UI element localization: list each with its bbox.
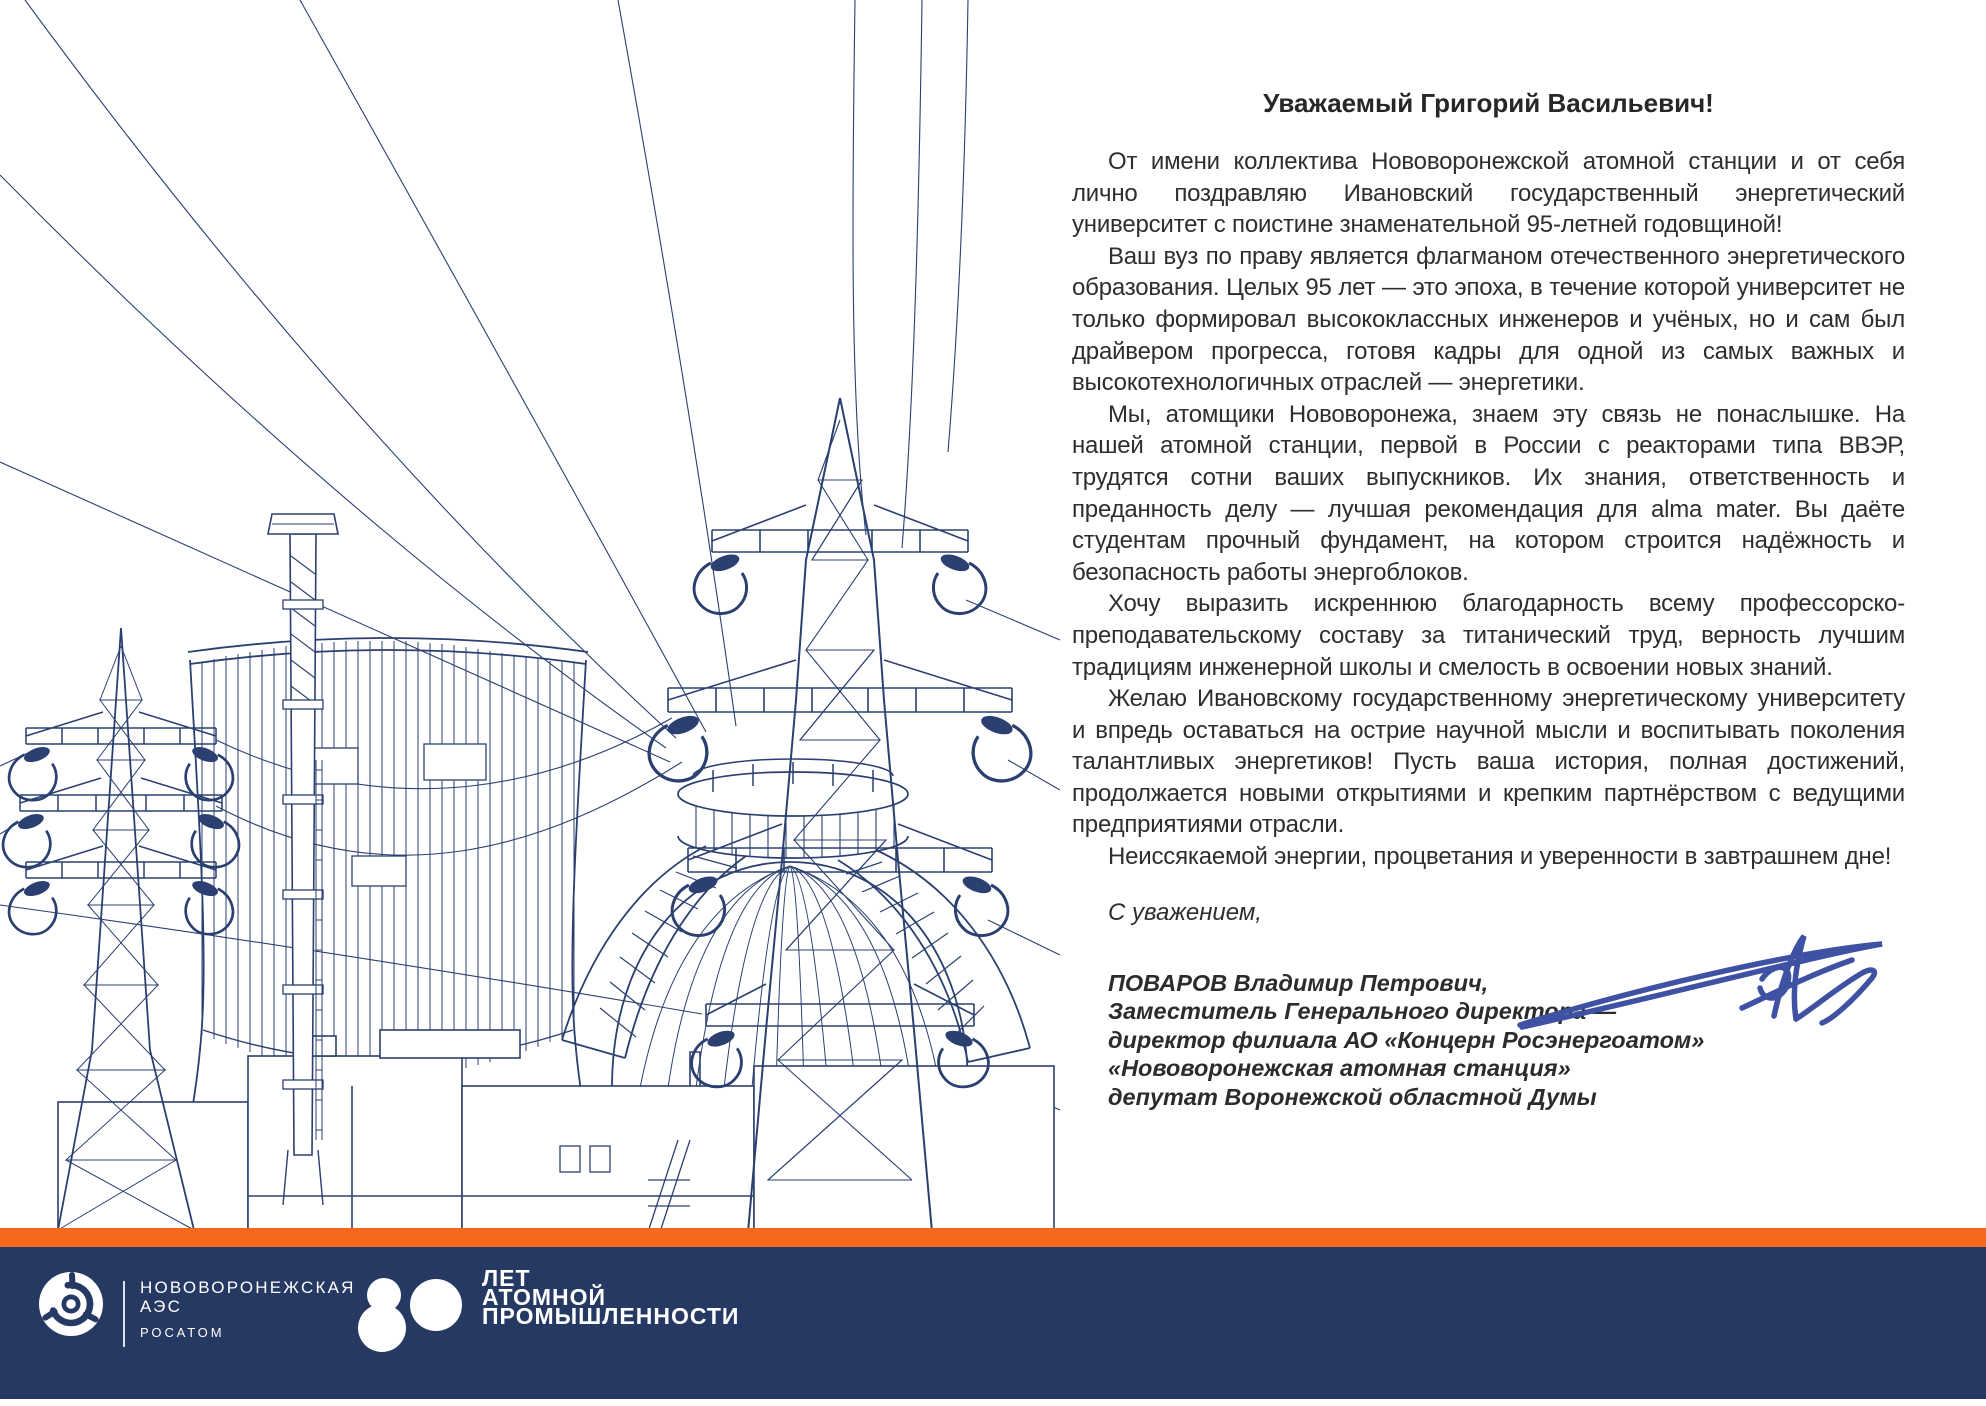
power-plant-illustration xyxy=(0,0,1060,1240)
signer-title-1: Заместитель Генерального директора — xyxy=(1108,998,1617,1025)
paragraph-1: От имени коллектива Нововоронежской атомной станции и от себя лично поздравляю Ивановский государственный энергетический университет с поистине знаменательной 95-летней годовщиной! xyxy=(1072,148,1905,239)
station-name-line2: АЭС xyxy=(140,1296,183,1316)
paragraph-2: Ваш вуз по праву является флагманом отечественного энергетического образования. Целых 95 лет — это эпоха, в течение которой университет не только формировал высококлассных инженеров и учёных, но и сам был драйвером прогресса, готовя кадры для одной из самых важных и высокотехнологичных отраслей — энергетики. xyxy=(1072,242,1905,397)
plant-buildings xyxy=(58,1030,1056,1232)
footer xyxy=(0,1247,1986,1399)
salutation: Уважаемый Григорий Васильевич! xyxy=(1263,88,1714,118)
anniversary-text xyxy=(482,1265,740,1329)
power-lines xyxy=(0,0,1060,1110)
anniversary-80-icon xyxy=(352,1265,472,1365)
footer-divider xyxy=(123,1281,125,1347)
anniversary-line3: ПРОМЫШЛЕННОСТИ xyxy=(482,1302,740,1329)
anniversary-line2: АТОМНОЙ xyxy=(482,1283,607,1310)
paragraph-6: Неиссякаемой энергии, процветания и уверенности в завтрашнем дне! xyxy=(1108,843,1892,871)
rosatom-logo-icon xyxy=(38,1271,104,1337)
closing-salutation: С уважением, xyxy=(1108,898,1262,926)
paragraph-3: Мы, атомщики Нововоронежа, знаем эту связь не понаслышке. На нашей атомной станции, первой в России с реакторами типа ВВЭР, трудятся сотни ваших выпускников. Их знания, ответственность и преданность делу — лучшая рекомендация для alma mater. Вы даёте студентам прочный фундамент, на котором строится надёжность и безопасность работы энергоблоков. xyxy=(1072,400,1905,586)
accent-stripe xyxy=(0,1228,1986,1247)
station-name-line1: НОВОВОРОНЕЖСКАЯ xyxy=(140,1278,356,1297)
signer-title-4: депутат Воронежской областной Думы xyxy=(1108,1084,1597,1111)
handwritten-signature xyxy=(1512,924,1902,1039)
signer-title-2: директор филиала АО «Концерн Росэнергоатом» xyxy=(1108,1026,1705,1053)
paragraph-4: Хочу выразить искреннюю благодарность всему профессорско-преподавательскому составу за титанический труд, верность лучшим традициям инженерной школы и смелость в освоении новых знаний. xyxy=(1072,590,1905,681)
signer-title-3: «Нововоронежская атомная станция» xyxy=(1108,1055,1571,1082)
station-brand: РОСАТОМ xyxy=(140,1325,225,1340)
station-name xyxy=(140,1279,356,1340)
signer-name: ПОВАРОВ Владимир Петрович, xyxy=(1108,969,1489,996)
paragraph-5: Желаю Ивановскому государственному энергетическому университету и впредь оставаться на острие научной мысли и воспитывать поколения талантливых энергетиков! Пусть ваша история, полная достижений, продолжается новыми открытиями и крепким партнёрством с ведущими предприятиями отрасли. xyxy=(1072,685,1905,839)
anniversary-line1: ЛЕТ xyxy=(482,1265,531,1291)
